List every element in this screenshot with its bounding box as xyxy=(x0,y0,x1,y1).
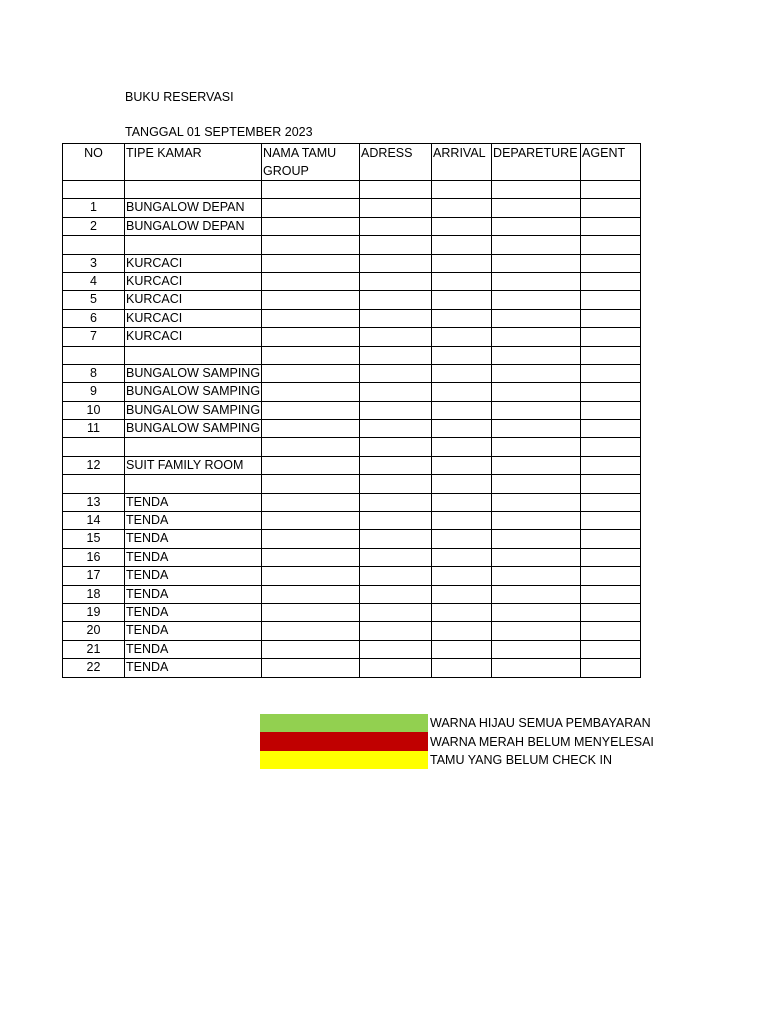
cell-tipe-kamar[interactable]: BUNGALOW SAMPING xyxy=(125,420,262,438)
cell-nama-tamu[interactable] xyxy=(262,254,360,272)
cell-no[interactable]: 3 xyxy=(63,254,125,272)
header-tipe-kamar: TIPE KAMAR xyxy=(125,144,262,181)
cell-nama-tamu[interactable] xyxy=(262,328,360,346)
table-row xyxy=(63,567,641,585)
cell-depareture[interactable] xyxy=(492,217,581,235)
cell-adress[interactable] xyxy=(360,181,432,199)
cell-no[interactable]: 7 xyxy=(63,328,125,346)
cell-no[interactable]: 6 xyxy=(63,309,125,327)
cell-depareture[interactable] xyxy=(492,272,581,290)
cell-depareture[interactable] xyxy=(492,603,581,621)
cell-adress[interactable] xyxy=(360,309,432,327)
cell-tipe-kamar[interactable] xyxy=(125,438,262,456)
cell-tipe-kamar[interactable] xyxy=(125,475,262,493)
cell-nama-tamu[interactable] xyxy=(262,420,360,438)
cell-arrival[interactable] xyxy=(432,181,492,199)
cell-depareture[interactable] xyxy=(492,438,581,456)
cell-depareture[interactable] xyxy=(492,328,581,346)
cell-no[interactable] xyxy=(63,438,125,456)
cell-arrival[interactable] xyxy=(432,438,492,456)
cell-depareture[interactable] xyxy=(492,548,581,566)
cell-nama-tamu[interactable] xyxy=(262,456,360,474)
cell-nama-tamu[interactable] xyxy=(262,659,360,677)
cell-adress[interactable] xyxy=(360,420,432,438)
cell-adress[interactable] xyxy=(360,475,432,493)
cell-tipe-kamar[interactable]: KURCACI xyxy=(125,309,262,327)
color-legend xyxy=(260,714,654,769)
cell-adress[interactable] xyxy=(360,401,432,419)
cell-adress[interactable] xyxy=(360,512,432,530)
cell-no[interactable]: 5 xyxy=(63,291,125,309)
cell-no[interactable] xyxy=(63,236,125,254)
cell-arrival[interactable] xyxy=(432,383,492,401)
cell-nama-tamu[interactable] xyxy=(262,530,360,548)
cell-agent[interactable] xyxy=(581,548,641,566)
cell-nama-tamu[interactable] xyxy=(262,622,360,640)
cell-adress[interactable] xyxy=(360,272,432,290)
cell-depareture[interactable] xyxy=(492,291,581,309)
table-row xyxy=(63,530,641,548)
cell-nama-tamu[interactable] xyxy=(262,640,360,658)
table-row xyxy=(63,364,641,382)
cell-adress[interactable] xyxy=(360,236,432,254)
cell-depareture[interactable] xyxy=(492,493,581,511)
cell-depareture[interactable] xyxy=(492,181,581,199)
cell-no[interactable]: 11 xyxy=(63,420,125,438)
cell-tipe-kamar[interactable]: TENDA xyxy=(125,493,262,511)
cell-no[interactable]: 19 xyxy=(63,603,125,621)
legend-text: WARNA HIJAU SEMUA PEMBAYARAN xyxy=(430,716,651,731)
table-row xyxy=(63,622,641,640)
cell-nama-tamu[interactable] xyxy=(262,383,360,401)
cell-adress[interactable] xyxy=(360,383,432,401)
cell-nama-tamu[interactable] xyxy=(262,364,360,382)
table-row xyxy=(63,181,641,199)
cell-agent[interactable] xyxy=(581,659,641,677)
table-row xyxy=(63,548,641,566)
cell-tipe-kamar[interactable]: TENDA xyxy=(125,659,262,677)
cell-depareture[interactable] xyxy=(492,640,581,658)
cell-depareture[interactable] xyxy=(492,401,581,419)
cell-no[interactable]: 2 xyxy=(63,217,125,235)
cell-depareture[interactable] xyxy=(492,567,581,585)
table-row xyxy=(63,236,641,254)
table-row xyxy=(63,346,641,364)
cell-nama-tamu[interactable] xyxy=(262,272,360,290)
table-row xyxy=(63,659,641,677)
cell-tipe-kamar[interactable]: TENDA xyxy=(125,603,262,621)
cell-tipe-kamar[interactable]: SUIT FAMILY ROOM xyxy=(125,456,262,474)
table-row xyxy=(63,199,641,217)
legend-text: WARNA MERAH BELUM MENYELESAI xyxy=(430,734,654,749)
cell-arrival[interactable] xyxy=(432,585,492,603)
cell-tipe-kamar[interactable]: TENDA xyxy=(125,512,262,530)
cell-nama-tamu[interactable] xyxy=(262,309,360,327)
cell-depareture[interactable] xyxy=(492,530,581,548)
header-agent: AGENT xyxy=(581,144,641,181)
table-row xyxy=(63,603,641,621)
table-row xyxy=(63,640,641,658)
cell-nama-tamu[interactable] xyxy=(262,567,360,585)
reservation-table xyxy=(62,143,641,678)
cell-arrival[interactable] xyxy=(432,199,492,217)
cell-arrival[interactable] xyxy=(432,659,492,677)
cell-nama-tamu[interactable] xyxy=(262,493,360,511)
cell-agent[interactable] xyxy=(581,567,641,585)
cell-adress[interactable] xyxy=(360,217,432,235)
cell-no[interactable]: 10 xyxy=(63,401,125,419)
cell-depareture[interactable] xyxy=(492,622,581,640)
table-row xyxy=(63,493,641,511)
cell-depareture[interactable] xyxy=(492,456,581,474)
cell-arrival[interactable] xyxy=(432,493,492,511)
cell-tipe-kamar[interactable]: KURCACI xyxy=(125,328,262,346)
cell-arrival[interactable] xyxy=(432,475,492,493)
cell-agent[interactable] xyxy=(581,217,641,235)
cell-tipe-kamar[interactable]: KURCACI xyxy=(125,291,262,309)
cell-arrival[interactable] xyxy=(432,272,492,290)
cell-adress[interactable] xyxy=(360,567,432,585)
table-row xyxy=(63,512,641,530)
cell-agent[interactable] xyxy=(581,438,641,456)
cell-nama-tamu[interactable] xyxy=(262,291,360,309)
cell-no[interactable] xyxy=(63,346,125,364)
legend-item xyxy=(260,751,654,769)
cell-no[interactable]: 16 xyxy=(63,548,125,566)
cell-tipe-kamar[interactable] xyxy=(125,346,262,364)
cell-agent[interactable] xyxy=(581,364,641,382)
cell-agent[interactable] xyxy=(581,512,641,530)
cell-depareture[interactable] xyxy=(492,236,581,254)
cell-adress[interactable] xyxy=(360,456,432,474)
cell-nama-tamu[interactable] xyxy=(262,585,360,603)
cell-tipe-kamar[interactable]: KURCACI xyxy=(125,272,262,290)
legend-swatch xyxy=(260,732,428,750)
cell-tipe-kamar[interactable]: TENDA xyxy=(125,548,262,566)
cell-arrival[interactable] xyxy=(432,530,492,548)
cell-arrival[interactable] xyxy=(432,456,492,474)
document-title: BUKU RESERVASI xyxy=(125,90,234,104)
cell-arrival[interactable] xyxy=(432,291,492,309)
header-adress: ADRESS xyxy=(360,144,432,181)
cell-nama-tamu[interactable] xyxy=(262,181,360,199)
header-depareture: DEPARETURE xyxy=(492,144,581,181)
cell-no[interactable]: 22 xyxy=(63,659,125,677)
cell-no[interactable]: 8 xyxy=(63,364,125,382)
cell-no[interactable]: 9 xyxy=(63,383,125,401)
legend-swatch xyxy=(260,751,428,769)
cell-arrival[interactable] xyxy=(432,548,492,566)
cell-nama-tamu[interactable] xyxy=(262,199,360,217)
cell-agent[interactable] xyxy=(581,272,641,290)
cell-arrival[interactable] xyxy=(432,254,492,272)
cell-agent[interactable] xyxy=(581,475,641,493)
cell-agent[interactable] xyxy=(581,622,641,640)
cell-arrival[interactable] xyxy=(432,567,492,585)
cell-adress[interactable] xyxy=(360,346,432,364)
cell-agent[interactable] xyxy=(581,291,641,309)
cell-nama-tamu[interactable] xyxy=(262,346,360,364)
cell-tipe-kamar[interactable]: BUNGALOW DEPAN xyxy=(125,199,262,217)
cell-tipe-kamar[interactable]: TENDA xyxy=(125,567,262,585)
table-row xyxy=(63,217,641,235)
cell-arrival[interactable] xyxy=(432,364,492,382)
cell-agent[interactable] xyxy=(581,493,641,511)
table-row xyxy=(63,475,641,493)
cell-agent[interactable] xyxy=(581,309,641,327)
cell-depareture[interactable] xyxy=(492,309,581,327)
cell-arrival[interactable] xyxy=(432,328,492,346)
table-row xyxy=(63,585,641,603)
table-row xyxy=(63,272,641,290)
table-row xyxy=(63,456,641,474)
cell-agent[interactable] xyxy=(581,456,641,474)
cell-nama-tamu[interactable] xyxy=(262,548,360,566)
cell-adress[interactable] xyxy=(360,493,432,511)
cell-arrival[interactable] xyxy=(432,420,492,438)
cell-adress[interactable] xyxy=(360,291,432,309)
cell-arrival[interactable] xyxy=(432,622,492,640)
cell-depareture[interactable] xyxy=(492,199,581,217)
cell-tipe-kamar[interactable]: BUNGALOW SAMPING xyxy=(125,364,262,382)
table-row xyxy=(63,438,641,456)
cell-no[interactable] xyxy=(63,475,125,493)
cell-no[interactable]: 13 xyxy=(63,493,125,511)
cell-no[interactable]: 21 xyxy=(63,640,125,658)
cell-nama-tamu[interactable] xyxy=(262,217,360,235)
cell-no[interactable]: 12 xyxy=(63,456,125,474)
cell-no[interactable]: 4 xyxy=(63,272,125,290)
legend-swatch xyxy=(260,714,428,732)
cell-adress[interactable] xyxy=(360,438,432,456)
cell-agent[interactable] xyxy=(581,420,641,438)
cell-agent[interactable] xyxy=(581,328,641,346)
cell-agent[interactable] xyxy=(581,383,641,401)
cell-adress[interactable] xyxy=(360,364,432,382)
header-row xyxy=(63,144,641,181)
cell-tipe-kamar[interactable]: TENDA xyxy=(125,622,262,640)
header-arrival: ARRIVAL xyxy=(432,144,492,181)
cell-no[interactable]: 20 xyxy=(63,622,125,640)
cell-tipe-kamar[interactable]: TENDA xyxy=(125,585,262,603)
cell-agent[interactable] xyxy=(581,199,641,217)
cell-depareture[interactable] xyxy=(492,659,581,677)
cell-arrival[interactable] xyxy=(432,512,492,530)
cell-depareture[interactable] xyxy=(492,585,581,603)
cell-no[interactable]: 14 xyxy=(63,512,125,530)
cell-arrival[interactable] xyxy=(432,217,492,235)
cell-depareture[interactable] xyxy=(492,383,581,401)
cell-adress[interactable] xyxy=(360,640,432,658)
cell-tipe-kamar[interactable]: BUNGALOW DEPAN xyxy=(125,217,262,235)
cell-agent[interactable] xyxy=(581,254,641,272)
cell-nama-tamu[interactable] xyxy=(262,438,360,456)
legend-item xyxy=(260,732,654,750)
cell-no[interactable]: 18 xyxy=(63,585,125,603)
cell-no[interactable] xyxy=(63,181,125,199)
cell-arrival[interactable] xyxy=(432,640,492,658)
table-row xyxy=(63,401,641,419)
cell-no[interactable]: 17 xyxy=(63,567,125,585)
table-row xyxy=(63,254,641,272)
cell-tipe-kamar[interactable]: TENDA xyxy=(125,530,262,548)
cell-agent[interactable] xyxy=(581,346,641,364)
cell-tipe-kamar[interactable]: KURCACI xyxy=(125,254,262,272)
cell-agent[interactable] xyxy=(581,181,641,199)
cell-arrival[interactable] xyxy=(432,236,492,254)
cell-agent[interactable] xyxy=(581,603,641,621)
cell-adress[interactable] xyxy=(360,622,432,640)
cell-adress[interactable] xyxy=(360,328,432,346)
cell-agent[interactable] xyxy=(581,236,641,254)
cell-arrival[interactable] xyxy=(432,401,492,419)
cell-adress[interactable] xyxy=(360,530,432,548)
table-row xyxy=(63,383,641,401)
legend-item xyxy=(260,714,654,732)
cell-nama-tamu[interactable] xyxy=(262,236,360,254)
cell-arrival[interactable] xyxy=(432,309,492,327)
cell-tipe-kamar[interactable]: TENDA xyxy=(125,640,262,658)
cell-arrival[interactable] xyxy=(432,346,492,364)
reservation-date: TANGGAL 01 SEPTEMBER 2023 xyxy=(125,125,313,139)
cell-depareture[interactable] xyxy=(492,420,581,438)
cell-agent[interactable] xyxy=(581,530,641,548)
cell-nama-tamu[interactable] xyxy=(262,603,360,621)
cell-adress[interactable] xyxy=(360,254,432,272)
legend-text: TAMU YANG BELUM CHECK IN xyxy=(430,752,612,767)
cell-adress[interactable] xyxy=(360,585,432,603)
cell-adress[interactable] xyxy=(360,548,432,566)
cell-depareture[interactable] xyxy=(492,254,581,272)
cell-nama-tamu[interactable] xyxy=(262,512,360,530)
table-row xyxy=(63,420,641,438)
cell-tipe-kamar[interactable] xyxy=(125,181,262,199)
header-no: NO xyxy=(63,144,125,181)
header-nama-tamu: NAMA TAMU GROUP xyxy=(262,144,360,181)
cell-depareture[interactable] xyxy=(492,512,581,530)
cell-depareture[interactable] xyxy=(492,475,581,493)
cell-agent[interactable] xyxy=(581,585,641,603)
table-row xyxy=(63,291,641,309)
cell-nama-tamu[interactable] xyxy=(262,401,360,419)
cell-agent[interactable] xyxy=(581,401,641,419)
table-row xyxy=(63,309,641,327)
cell-no[interactable]: 15 xyxy=(63,530,125,548)
cell-arrival[interactable] xyxy=(432,603,492,621)
cell-depareture[interactable] xyxy=(492,364,581,382)
cell-agent[interactable] xyxy=(581,640,641,658)
cell-depareture[interactable] xyxy=(492,346,581,364)
cell-tipe-kamar[interactable] xyxy=(125,236,262,254)
table-row xyxy=(63,328,641,346)
cell-adress[interactable] xyxy=(360,199,432,217)
cell-adress[interactable] xyxy=(360,659,432,677)
cell-nama-tamu[interactable] xyxy=(262,475,360,493)
cell-tipe-kamar[interactable]: BUNGALOW SAMPING xyxy=(125,383,262,401)
cell-no[interactable]: 1 xyxy=(63,199,125,217)
cell-adress[interactable] xyxy=(360,603,432,621)
cell-tipe-kamar[interactable]: BUNGALOW SAMPING xyxy=(125,401,262,419)
